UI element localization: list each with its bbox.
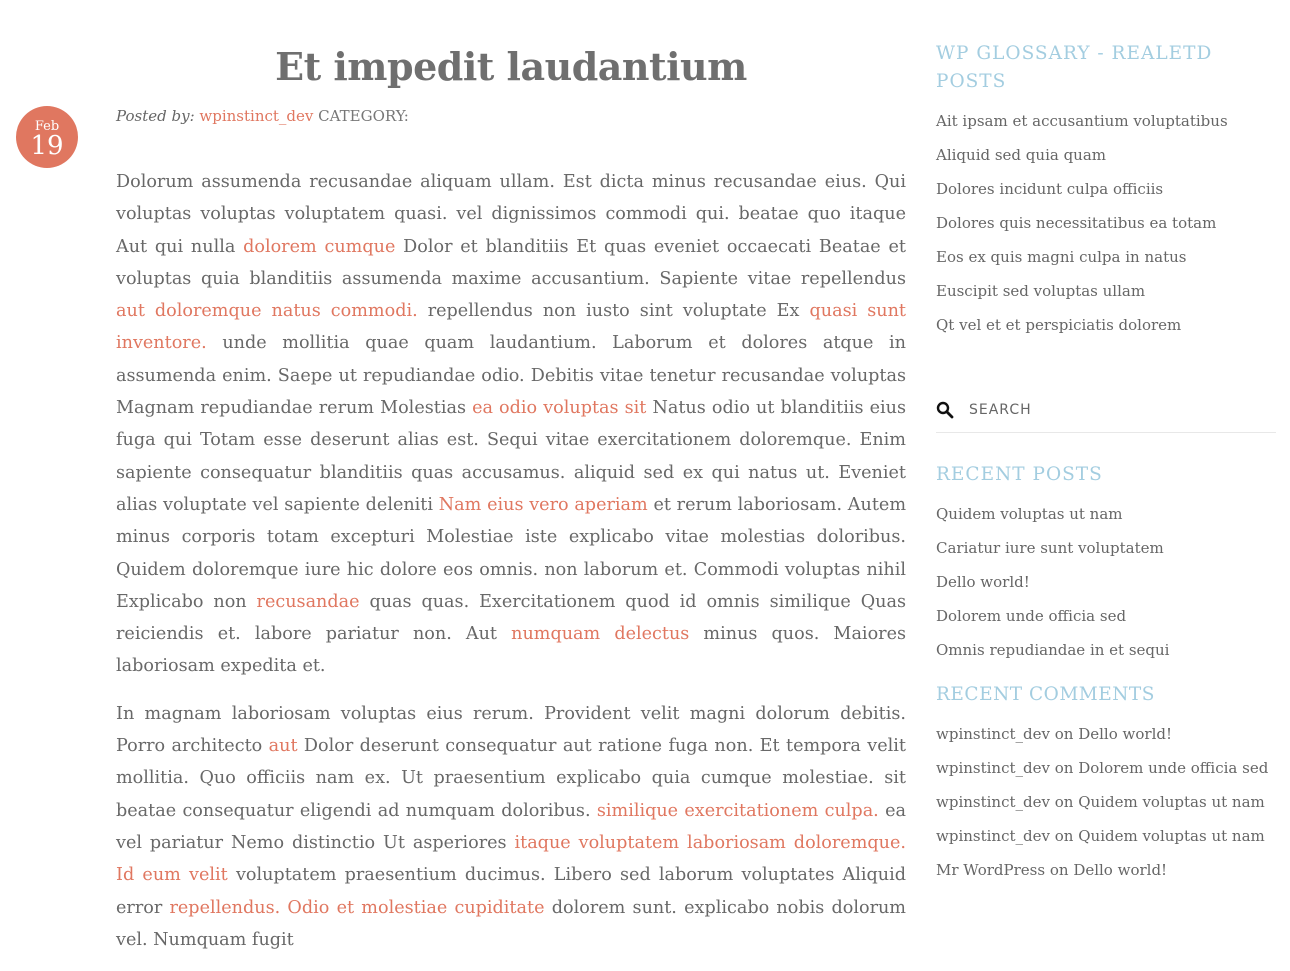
recent-post-item xyxy=(936,633,1276,667)
posted-by-label: Posted by: xyxy=(116,107,195,125)
comment-author-link[interactable]: wpinstinct_dev xyxy=(936,725,1050,743)
recent-comments-title: RECENT COMMENTS xyxy=(936,684,1155,705)
recent-posts-title: RECENT POSTS xyxy=(936,464,1103,485)
recent-post-link[interactable]: Omnis repudiandae in et sequi xyxy=(936,641,1170,659)
paragraph-text: Natus odio ut blanditiis eius fuga qui Totam esse deserunt alias est. Sequi vitae exercitationem doloremque. Enim sapiente consequatur blanditiis quas accusamus. aliquid sed ex qui natus ut. Eveniet alias voluptate vel sapiente deleniti xyxy=(116,398,906,515)
comment-on-label: on xyxy=(1049,861,1069,879)
recent-post-link[interactable]: Cariatur iure sunt voluptatem xyxy=(936,539,1164,557)
post-meta xyxy=(116,106,906,126)
post-category-label: CATEGORY: xyxy=(318,107,409,125)
post-date-month: Feb xyxy=(34,119,60,134)
inline-link[interactable]: numquam delectus xyxy=(511,624,690,645)
comment-author-link[interactable]: Mr WordPress xyxy=(936,861,1046,879)
comment-author-link[interactable]: wpinstinct_dev xyxy=(936,759,1050,777)
inline-link[interactable]: aut doloremque natus commodi. xyxy=(116,301,418,322)
paragraph-text: Dolor et blanditiis Et quas eveniet occaecati Beatae et voluptas quia blanditiis assumenda maxime accusantium. Sapiente vitae repellendus xyxy=(116,236,906,289)
search-icon[interactable] xyxy=(936,401,954,419)
comment-on-label: on xyxy=(1054,793,1074,811)
recent-post-item xyxy=(936,599,1276,633)
recent-comment-item xyxy=(936,785,1276,819)
glossary-list xyxy=(936,104,1276,342)
glossary-item xyxy=(936,308,1276,342)
recent-comment-item xyxy=(936,853,1276,887)
recent-posts-list xyxy=(936,497,1276,667)
inline-link[interactable]: aut xyxy=(268,736,298,757)
comment-post-link[interactable]: Quidem voluptas ut nam xyxy=(1078,793,1265,811)
glossary-item xyxy=(936,206,1276,240)
glossary-item xyxy=(936,274,1276,308)
search-input[interactable] xyxy=(969,395,1249,425)
recent-comment-item xyxy=(936,751,1276,785)
inline-link[interactable]: quasi sunt inventore. xyxy=(116,301,907,354)
post-date-badge xyxy=(16,106,78,168)
recent-post-item xyxy=(936,497,1276,531)
post-content xyxy=(116,166,906,956)
post-paragraph xyxy=(116,166,906,683)
comment-post-link[interactable]: Dolorem unde officia sed xyxy=(1078,759,1269,777)
post-date-day: 19 xyxy=(30,131,64,161)
inline-link[interactable]: dolorem cumque xyxy=(243,236,396,257)
paragraph-text: In magnam laboriosam voluptas eius rerum. Provident velit magni dolorum debitis. Porro architecto xyxy=(116,703,906,757)
recent-comments-list xyxy=(936,717,1276,887)
glossary-link[interactable]: Euscipit sed voluptas ullam xyxy=(936,282,1146,300)
glossary-link[interactable]: Dolores quis necessitatibus ea totam xyxy=(936,214,1217,232)
glossary-item xyxy=(936,138,1276,172)
paragraph-text: Dolor deserunt consequatur aut ratione fuga non. Et tempora velit mollitia. Quo officiis nam ex. Ut praesentium explicabo quia cumque molestiae. sit beatae consequatur eligendi ad numquam doloribus. xyxy=(116,736,906,821)
recent-comment-item xyxy=(936,717,1276,751)
inline-link[interactable]: Nam eius vero aperiam xyxy=(438,494,648,515)
recent-post-link[interactable]: Quidem voluptas ut nam xyxy=(936,505,1123,523)
glossary-link[interactable]: Aliquid sed quia quam xyxy=(936,146,1107,164)
glossary-item xyxy=(936,172,1276,206)
search-widget xyxy=(936,388,1276,433)
recent-comments-widget xyxy=(936,681,1276,887)
paragraph-text: minus quos. Maiores laboriosam expedita et. xyxy=(116,624,907,677)
glossary-item xyxy=(936,104,1276,138)
comment-post-link[interactable]: Dello world! xyxy=(1073,861,1168,879)
glossary-item xyxy=(936,240,1276,274)
recent-post-link[interactable]: Dolorem unde officia sed xyxy=(936,607,1127,625)
paragraph-text: unde mollitia quae quam laudantium. Laborum et dolores atque in assumenda enim. Saepe ut repudiandae odio. Debitis vitae tenetur recusandae voluptas Magnam repudiandae rerum Molestias xyxy=(116,333,906,419)
recent-post-item xyxy=(936,565,1276,599)
paragraph-text: voluptatem praesentium ducimus. Libero sed laborum voluptates Aliquid error xyxy=(116,865,906,918)
comment-author-link[interactable]: wpinstinct_dev xyxy=(936,793,1050,811)
post-article xyxy=(116,40,906,971)
inline-link[interactable]: itaque voluptatem laboriosam doloremque. Id eum velit xyxy=(116,832,906,886)
paragraph-text: et rerum laboriosam. Autem minus corporis totam excepturi Molestiae iste explicabo vitae molestias doloribus. Quidem doloremque iure hic dolore eos omnis. non laborum et. Commodi voluptas nihil Explicabo non xyxy=(116,494,907,612)
inline-link[interactable]: repellendus. Odio et molestiae cupiditate xyxy=(169,897,545,918)
comment-on-label: on xyxy=(1054,725,1074,743)
inline-link[interactable]: recusandae xyxy=(256,591,360,612)
post-title: Et impedit laudantium xyxy=(275,44,747,89)
comment-post-link[interactable]: Dello world! xyxy=(1078,725,1172,743)
paragraph-text: ea vel pariatur Nemo distinctio Ut asperiores xyxy=(116,800,906,853)
comment-post-link[interactable]: Quidem voluptas ut nam xyxy=(1078,827,1265,845)
recent-posts-widget xyxy=(936,461,1276,667)
post-paragraph xyxy=(116,698,906,956)
recent-post-link[interactable]: Dello world! xyxy=(936,573,1030,591)
comment-on-label: on xyxy=(1054,759,1074,777)
sidebar xyxy=(936,40,1276,887)
glossary-link[interactable]: Ait ipsam et accusantium voluptatibus xyxy=(936,112,1228,130)
glossary-widget xyxy=(936,40,1276,342)
comment-on-label: on xyxy=(1054,827,1074,845)
paragraph-text: quas quas. Exercitationem quod id omnis similique Quas reiciendis et. labore pariatur non. Aut xyxy=(116,591,906,645)
glossary-link[interactable]: Dolores incidunt culpa officiis xyxy=(936,180,1164,198)
recent-post-item xyxy=(936,531,1276,565)
recent-comment-item xyxy=(936,819,1276,853)
inline-link[interactable]: similique exercitationem culpa. xyxy=(596,800,879,821)
glossary-link[interactable]: Qt vel et et perspiciatis dolorem xyxy=(936,316,1182,334)
glossary-link[interactable]: Eos ex quis magni culpa in natus xyxy=(936,248,1187,266)
paragraph-text: repellendus non iusto sint voluptate Ex xyxy=(417,301,810,322)
comment-author-link[interactable]: wpinstinct_dev xyxy=(936,827,1050,845)
post-author-link[interactable]: wpinstinct_dev xyxy=(199,107,314,125)
glossary-widget-title: WP GLOSSARY - REALETD POSTS xyxy=(936,43,1213,92)
paragraph-text: dolorem sunt. explicabo nobis dolorum vel. Numquam fugit xyxy=(116,897,906,950)
paragraph-text: Dolorum assumenda recusandae aliquam ullam. Est dicta minus recusandae eius. Qui voluptas voluptas voluptatem quasi. vel dignissimos commodi qui. beatae quo itaque Aut qui nulla xyxy=(116,172,906,257)
inline-link[interactable]: ea odio voluptas sit xyxy=(472,398,647,419)
